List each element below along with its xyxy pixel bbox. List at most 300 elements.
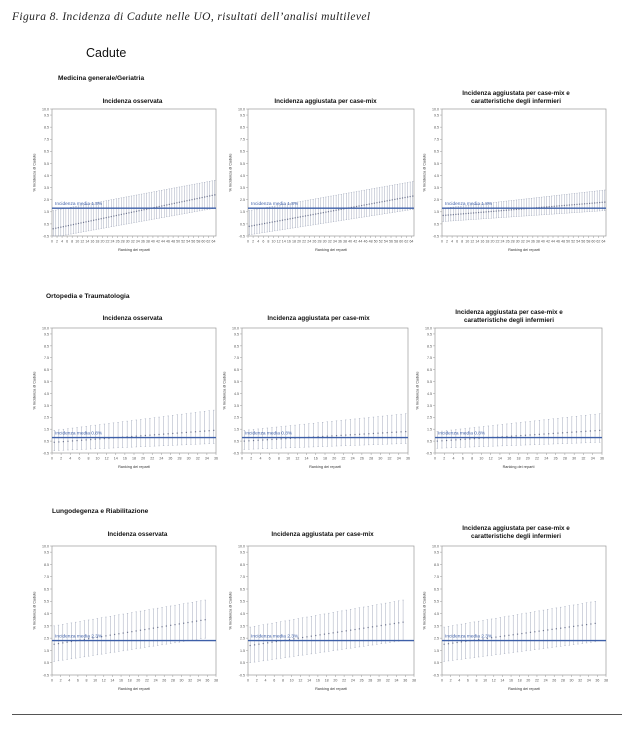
- y-tick-label: -0.5: [42, 234, 49, 239]
- y-tick-label: 10.0: [432, 544, 439, 549]
- y-tick-label: 4.5: [434, 173, 439, 178]
- estimate-point: [547, 629, 548, 630]
- estimate-point: [345, 435, 346, 436]
- estimate-point: [475, 212, 476, 213]
- y-tick-label: 10.0: [238, 544, 245, 549]
- panel-title-2-1: Incidenza osservata: [102, 315, 163, 322]
- estimate-point: [394, 623, 395, 624]
- estimate-point: [320, 212, 321, 213]
- estimate-point: [350, 434, 351, 435]
- estimate-point: [569, 204, 570, 205]
- estimate-point: [336, 435, 337, 436]
- x-tick-label: 36: [595, 678, 600, 683]
- x-tick-label: 34: [394, 678, 399, 683]
- estimate-point: [398, 622, 399, 623]
- y-tick-label: 8.5: [434, 562, 439, 567]
- x-tick-label: 10: [75, 239, 80, 244]
- y-tick-label: 6.5: [44, 149, 49, 154]
- estimate-point: [525, 435, 526, 436]
- x-tick-label: 52: [378, 239, 383, 244]
- x-tick-label: 44: [161, 239, 166, 244]
- estimate-point: [495, 637, 496, 638]
- x-tick-label: 56: [581, 239, 586, 244]
- x-tick-label: 26: [312, 239, 317, 244]
- estimate-point: [567, 432, 568, 433]
- y-tick-label: 2.5: [240, 198, 245, 203]
- estimate-point: [363, 628, 364, 629]
- x-tick-label: 8: [267, 239, 270, 244]
- x-tick-label: 42: [545, 239, 550, 244]
- estimate-point: [282, 220, 283, 221]
- y-tick-label: 1.5: [44, 210, 49, 215]
- x-tick-label: 62: [404, 239, 409, 244]
- estimate-point: [192, 621, 193, 622]
- x-tick-label: 22: [302, 239, 307, 244]
- estimate-point: [412, 195, 413, 196]
- estimate-point: [389, 624, 390, 625]
- estimate-point: [491, 211, 492, 212]
- mean-label: Incidenza media 2.3%: [445, 634, 493, 640]
- estimate-point: [448, 643, 449, 644]
- x-tick-label: 0: [241, 456, 243, 461]
- x-tick-label: 40: [150, 239, 155, 244]
- estimate-point: [295, 217, 296, 218]
- estimate-point: [96, 219, 97, 220]
- chart-medicina-casemix-infermieri: [420, 106, 610, 256]
- estimate-point: [478, 212, 479, 213]
- y-tick-label: 9.5: [44, 113, 49, 118]
- estimate-point: [86, 439, 87, 440]
- estimate-point: [333, 632, 334, 633]
- x-tick-label: 2: [250, 456, 253, 461]
- x-axis-label: Ranking dei reparti: [508, 687, 540, 691]
- x-tick-label: 30: [378, 456, 383, 461]
- y-tick-label: 8.5: [44, 125, 49, 130]
- y-tick-label: 10.0: [232, 326, 239, 331]
- x-tick-label: 56: [191, 239, 196, 244]
- estimate-point: [67, 441, 68, 442]
- estimate-point: [554, 206, 555, 207]
- y-tick-label: 0.5: [240, 222, 245, 227]
- y-tick-label: 8.5: [234, 344, 239, 349]
- x-tick-label: 18: [132, 456, 136, 461]
- bottom-rule: [12, 714, 622, 715]
- x-tick-label: 20: [525, 456, 530, 461]
- y-tick-label: 3.5: [44, 624, 49, 629]
- estimate-point: [330, 211, 331, 212]
- estimate-point: [267, 222, 268, 223]
- estimate-point: [272, 221, 273, 222]
- x-tick-label: 2: [443, 456, 446, 461]
- estimate-point: [506, 210, 507, 211]
- estimate-point: [376, 626, 377, 627]
- y-tick-label: 7.5: [44, 356, 49, 361]
- x-tick-label: 16: [313, 456, 318, 461]
- x-tick-label: 28: [562, 456, 567, 461]
- estimate-point: [267, 642, 268, 643]
- estimate-point: [354, 434, 355, 435]
- mean-label: Incidenza media 1.8%: [251, 202, 299, 208]
- estimate-point: [368, 433, 369, 434]
- x-tick-label: 8: [71, 239, 74, 244]
- estimate-point: [143, 209, 144, 210]
- estimate-point: [602, 202, 603, 203]
- estimate-point: [374, 203, 375, 204]
- x-tick-label: 30: [572, 456, 577, 461]
- x-tick-label: 18: [517, 678, 522, 683]
- estimate-point: [166, 625, 167, 626]
- estimate-point: [67, 642, 68, 643]
- x-tick-label: 20: [297, 239, 302, 244]
- y-tick-label: 6.5: [44, 587, 49, 592]
- plot-frame: [52, 546, 216, 675]
- x-tick-label: 6: [66, 239, 69, 244]
- estimate-point: [159, 206, 160, 207]
- y-tick-label: 0.5: [234, 439, 239, 444]
- x-tick-label: 20: [333, 678, 338, 683]
- x-tick-label: 58: [586, 239, 591, 244]
- estimate-point: [78, 223, 79, 224]
- y-tick-label: 10.0: [42, 107, 49, 112]
- estimate-point: [209, 430, 210, 431]
- estimate-point: [53, 228, 54, 229]
- estimate-point: [461, 641, 462, 642]
- estimate-point: [586, 624, 587, 625]
- estimate-point: [63, 226, 64, 227]
- estimate-point: [590, 430, 591, 431]
- estimate-point: [103, 218, 104, 219]
- estimate-point: [457, 642, 458, 643]
- panel-title-3-2: Incidenza aggiustata per case-mix: [271, 531, 374, 538]
- x-tick-label: 0: [247, 678, 249, 683]
- y-axis-label: % Incidenza di Cadute: [32, 591, 37, 630]
- estimate-point: [599, 430, 600, 431]
- x-tick-label: 16: [480, 239, 485, 244]
- estimate-point: [285, 438, 286, 439]
- estimate-point: [258, 440, 259, 441]
- x-tick-label: 38: [145, 239, 150, 244]
- x-tick-label: 12: [101, 678, 106, 683]
- estimate-point: [441, 440, 442, 441]
- x-tick-label: 4: [68, 678, 71, 683]
- estimate-point: [156, 206, 157, 207]
- y-tick-label: 4.5: [427, 391, 432, 396]
- plot-frame: [442, 109, 606, 236]
- x-tick-label: 2: [446, 239, 449, 244]
- x-tick-label: 34: [196, 678, 201, 683]
- estimate-point: [205, 619, 206, 620]
- x-axis-label: Ranking dei reparti: [118, 248, 150, 252]
- y-tick-label: 1.5: [44, 427, 49, 432]
- x-tick-label: 26: [115, 239, 120, 244]
- y-tick-label: 1.5: [240, 648, 245, 653]
- x-tick-label: 0: [441, 678, 443, 683]
- y-tick-label: 5.5: [240, 161, 245, 166]
- estimate-point: [473, 212, 474, 213]
- y-tick-label: 2.5: [44, 415, 49, 420]
- x-tick-label: 60: [591, 239, 596, 244]
- x-tick-label: 6: [273, 678, 276, 683]
- estimate-point: [333, 210, 334, 211]
- estimate-point: [516, 435, 517, 436]
- y-tick-label: 8.5: [240, 125, 245, 130]
- y-tick-label: -0.5: [42, 673, 49, 678]
- x-tick-label: 30: [179, 678, 184, 683]
- estimate-point: [576, 204, 577, 205]
- estimate-point: [500, 636, 501, 637]
- x-tick-label: 26: [162, 678, 167, 683]
- chart-lungodegenza-osservata: [30, 543, 220, 695]
- estimate-point: [98, 219, 99, 220]
- y-tick-label: 5.5: [44, 161, 49, 166]
- x-tick-label: 18: [485, 239, 490, 244]
- x-tick-label: 0: [51, 678, 53, 683]
- estimate-point: [248, 440, 249, 441]
- estimate-point: [284, 219, 285, 220]
- group-title-lungodegenza: Lungodegenza e Riabilitazione: [52, 508, 149, 515]
- estimate-point: [508, 635, 509, 636]
- estimate-point: [534, 434, 535, 435]
- estimate-point: [81, 440, 82, 441]
- x-tick-label: 18: [323, 456, 327, 461]
- x-tick-label: 10: [479, 456, 484, 461]
- estimate-point: [154, 434, 155, 435]
- estimate-point: [259, 224, 260, 225]
- x-tick-label: 16: [507, 456, 512, 461]
- estimate-point: [590, 623, 591, 624]
- estimate-point: [582, 625, 583, 626]
- y-tick-label: 10.0: [425, 326, 432, 331]
- estimate-point: [396, 432, 397, 433]
- estimate-point: [76, 440, 77, 441]
- estimate-point: [136, 436, 137, 437]
- x-tick-label: 36: [600, 456, 604, 461]
- estimate-point: [108, 217, 109, 218]
- y-tick-label: 1.5: [434, 210, 439, 215]
- estimate-point: [556, 205, 557, 206]
- estimate-point: [359, 628, 360, 629]
- x-axis-label: Ranking dei reparti: [502, 465, 535, 469]
- estimate-point: [529, 434, 530, 435]
- y-tick-label: 0.5: [44, 222, 49, 227]
- estimate-point: [213, 430, 214, 431]
- estimate-point: [158, 434, 159, 435]
- y-tick-label: 2.5: [234, 415, 239, 420]
- estimate-point: [315, 213, 316, 214]
- estimate-point: [319, 634, 320, 635]
- x-axis-label: Ranking dei reparti: [309, 465, 341, 469]
- estimate-point: [172, 433, 173, 434]
- x-tick-label: 12: [276, 239, 281, 244]
- estimate-point: [337, 632, 338, 633]
- group-title-ortopedia: Ortopedia e Traumatologia: [46, 293, 130, 300]
- estimate-point: [105, 635, 106, 636]
- estimate-point: [302, 637, 303, 638]
- y-tick-label: 4.5: [234, 391, 239, 396]
- x-tick-label: 28: [510, 239, 515, 244]
- estimate-point: [54, 644, 55, 645]
- estimate-point: [562, 432, 563, 433]
- x-tick-label: 28: [317, 239, 322, 244]
- y-axis-label: % Incidenza di Cadute: [32, 153, 37, 192]
- estimate-point: [181, 432, 182, 433]
- estimate-point: [200, 620, 201, 621]
- x-tick-label: 34: [204, 456, 209, 461]
- x-tick-label: 14: [281, 239, 286, 244]
- x-tick-label: 14: [85, 239, 90, 244]
- estimate-point: [407, 196, 408, 197]
- x-tick-label: 4: [452, 456, 455, 461]
- estimate-point: [405, 431, 406, 432]
- x-tick-label: 28: [170, 678, 175, 683]
- y-tick-label: 10.0: [42, 544, 49, 549]
- estimate-point: [111, 216, 112, 217]
- estimate-point: [310, 214, 311, 215]
- estimate-point: [460, 439, 461, 440]
- chart-medicina-osservata: [30, 106, 220, 256]
- estimate-point: [387, 200, 388, 201]
- estimate-point: [592, 203, 593, 204]
- y-tick-label: 1.5: [234, 427, 239, 432]
- panel-title-1-3: Incidenza aggiustata per case-mix e caratteristiche degli infermieri: [462, 90, 570, 105]
- x-tick-label: 4: [264, 678, 267, 683]
- estimate-point: [325, 212, 326, 213]
- estimate-point: [503, 210, 504, 211]
- y-tick-label: -0.5: [432, 234, 439, 239]
- y-tick-label: 1.5: [240, 210, 245, 215]
- estimate-point: [488, 211, 489, 212]
- x-tick-label: 60: [399, 239, 404, 244]
- estimate-point: [274, 221, 275, 222]
- x-tick-label: 26: [359, 678, 364, 683]
- x-tick-label: 34: [332, 239, 337, 244]
- x-axis-label: Ranking dei reparti: [118, 687, 150, 691]
- x-tick-label: 24: [350, 678, 355, 683]
- estimate-point: [498, 210, 499, 211]
- x-tick-label: 2: [59, 678, 62, 683]
- y-tick-label: 4.5: [44, 391, 49, 396]
- estimate-point: [404, 197, 405, 198]
- estimate-point: [341, 435, 342, 436]
- estimate-point: [55, 228, 56, 229]
- x-tick-label: 26: [359, 456, 364, 461]
- estimate-point: [60, 227, 61, 228]
- estimate-point: [453, 214, 454, 215]
- estimate-point: [376, 202, 377, 203]
- estimate-point: [594, 202, 595, 203]
- y-axis-label: % Incidenza di Cadute: [228, 153, 233, 192]
- x-tick-label: 46: [166, 239, 171, 244]
- x-tick-label: 0: [247, 239, 249, 244]
- estimate-point: [90, 439, 91, 440]
- chart-ortopedia-casemix-infermieri: [413, 325, 606, 473]
- estimate-point: [534, 631, 535, 632]
- x-tick-label: 36: [406, 456, 410, 461]
- x-tick-label: 36: [403, 678, 408, 683]
- y-tick-label: 3.5: [240, 624, 245, 629]
- estimate-point: [584, 203, 585, 204]
- estimate-point: [118, 633, 119, 634]
- estimate-point: [140, 435, 141, 436]
- y-tick-label: 2.5: [44, 198, 49, 203]
- estimate-point: [138, 210, 139, 211]
- x-tick-label: 32: [385, 678, 390, 683]
- y-tick-label: 0.5: [434, 222, 439, 227]
- x-tick-label: 4: [259, 456, 262, 461]
- estimate-point: [126, 213, 127, 214]
- x-axis-label: Ranking dei reparti: [315, 248, 347, 252]
- x-tick-label: 24: [543, 678, 548, 683]
- y-tick-label: 8.5: [44, 344, 49, 349]
- x-tick-label: 20: [526, 678, 531, 683]
- estimate-point: [346, 630, 347, 631]
- mean-label: Incidenza media 1.8%: [55, 202, 103, 208]
- y-tick-label: -0.5: [238, 673, 245, 678]
- estimate-point: [73, 224, 74, 225]
- x-tick-label: 10: [483, 678, 488, 683]
- y-tick-label: -0.5: [232, 451, 239, 456]
- x-tick-label: 12: [104, 456, 109, 461]
- estimate-point: [468, 213, 469, 214]
- estimate-point: [543, 630, 544, 631]
- estimate-point: [204, 430, 205, 431]
- x-tick-label: 16: [122, 456, 127, 461]
- y-tick-label: 9.5: [44, 550, 49, 555]
- x-tick-label: 34: [135, 239, 140, 244]
- estimate-point: [448, 214, 449, 215]
- y-tick-label: 8.5: [44, 562, 49, 567]
- estimate-point: [181, 201, 182, 202]
- estimate-point: [577, 625, 578, 626]
- estimate-point: [292, 218, 293, 219]
- y-tick-label: 5.5: [234, 379, 239, 384]
- estimate-point: [377, 433, 378, 434]
- estimate-point: [311, 636, 312, 637]
- x-tick-label: 18: [516, 456, 521, 461]
- estimate-point: [131, 212, 132, 213]
- y-tick-label: 6.5: [240, 149, 245, 154]
- y-tick-label: 6.5: [434, 149, 439, 154]
- x-tick-label: 36: [530, 239, 535, 244]
- y-tick-label: 0.5: [434, 661, 439, 666]
- y-tick-label: 5.5: [427, 379, 432, 384]
- y-tick-label: 2.5: [240, 636, 245, 641]
- estimate-point: [191, 199, 192, 200]
- x-tick-label: 38: [535, 239, 540, 244]
- estimate-point: [271, 642, 272, 643]
- y-tick-label: 7.5: [434, 575, 439, 580]
- estimate-point: [585, 431, 586, 432]
- x-tick-label: 42: [155, 239, 160, 244]
- estimate-point: [176, 202, 177, 203]
- estimate-point: [123, 632, 124, 633]
- y-tick-label: 4.5: [44, 173, 49, 178]
- estimate-point: [465, 213, 466, 214]
- estimate-point: [287, 219, 288, 220]
- estimate-point: [190, 431, 191, 432]
- estimate-point: [141, 210, 142, 211]
- estimate-point: [549, 206, 550, 207]
- y-tick-label: 3.5: [240, 186, 245, 191]
- y-tick-label: 2.5: [427, 415, 432, 420]
- estimate-point: [517, 634, 518, 635]
- x-tick-label: 22: [535, 456, 540, 461]
- estimate-point: [118, 214, 119, 215]
- estimate-point: [62, 642, 63, 643]
- y-axis-label: % Incidenza di Cadute: [222, 371, 227, 410]
- estimate-point: [140, 630, 141, 631]
- estimate-point: [324, 634, 325, 635]
